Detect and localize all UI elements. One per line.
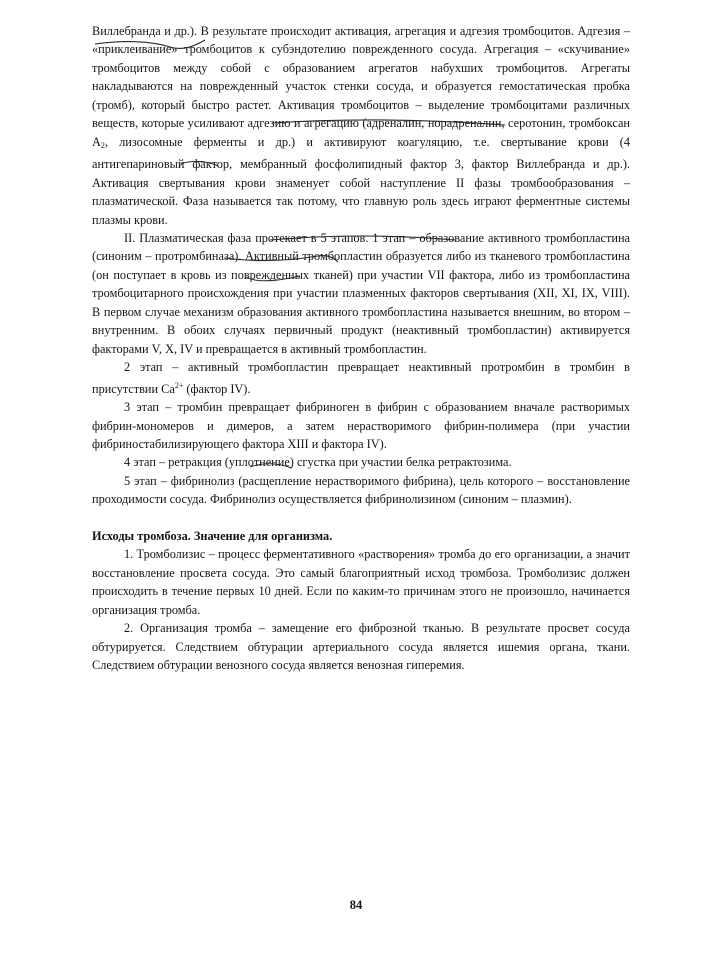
paragraph-1-text: Виллебранда и др.). В результате происходит активация, агрегация и адгезия тромбоцитов. Адгезия – «приклеивание» тромбоцитов к субэндотелию поврежденного сосуда. Агрегация – «скучивание» тромбоцитов между собой с образованием агрегатов набухших тромбоцитов. Агрегаты накладываются на поврежденный участок стенки сосуда, и образуется гемостатическая пробка (тромб), который быстро растет. Активация тромбоцитов – выделение тромбоцитами различных веществ, которые усиливают адгезию и агрегацию (адреналин, норадреналин, серотонин, тромбоксан А bbox=[92, 24, 630, 149]
paragraph-4: 3 этап – тромбин превращает фибриноген в фибрин с образованием вначале растворимых фибрин-мономеров и димеров, а затем нерастворимого фибрин-полимера (при участии фибриностабилизирующего фактора XIII и фактора IV). bbox=[92, 400, 630, 451]
paragraph-6: 5 этап – фибринолиз (расщепление нерастворимого фибрина), цель которого – восстановление проходимости сосуда. Фибринолиз осуществляется фибринолизином (синоним – плазмин). bbox=[92, 473, 630, 507]
thromboxane-subscript: 2 bbox=[100, 140, 105, 150]
paragraph-1-text-end: , лизосомные ферменты и др.) и активируют коагуляцию, т.е. свертывание крови (4 антигепариновый фактор, мембранный фосфолипидный фактор 3, фактор Виллебранда и др.). Активация свертывания крови знаменует собой наступление II фазы тромбообразования – плазматической. Фаза называется так потому, что главную роль здесь играют ферментные системы плазмы крови. bbox=[92, 134, 630, 227]
page-number: 84 bbox=[349, 898, 363, 912]
paragraph-8: 2. Организация тромба – замещение его фиброзной тканью. В результате просвет сосуда обтурируется. Следствием обтурации артериального сосуда является ишемия органа, ткани. Следствием обтурации венозного сосуда является венозная гиперемия. bbox=[92, 621, 630, 672]
section-heading: Исходы тромбоза. Значение для организма. bbox=[92, 528, 333, 543]
paragraph-7: 1. Тромболизис – процесс ферментативного «растворения» тромба до его организации, а значит восстановление просвета сосуда. Это самый благоприятный исход тромбоза. Тромболизис должен происходить в течение первых 10 дней. Если по каким-то причинам этого не произошло, начинается организация тромба. bbox=[92, 547, 630, 617]
paragraph-3-text: 2 этап – активный тромбопластин превращает неактивный протромбин в тромбин в присутствии Ca bbox=[92, 360, 630, 396]
paragraph-3 bbox=[92, 358, 630, 398]
paragraph-1 bbox=[92, 22, 630, 229]
page-text bbox=[92, 22, 630, 674]
paragraph-2: II. Плазматическая фаза протекает в 5 этапов. 1 этап – образование активного тромбопластина (синоним – протромбиназа). Активный тромбопластин образуется либо из тканевого тромбопластина (он поступает в кровь из поврежденных тканей) при участии VII фактора, либо из тромбопластина тромбоцитарного происхождения при участии плазменных факторов свертывания (XII, XI, IX, VIII). В первом случае механизм образования активного тромбопластина называется внешним, во втором – внутренним. В обоих случаях первичный продукт (неактивный тромбопластин) активируется факторами V, X, IV и превращается в активный тромбопластин. bbox=[92, 230, 630, 356]
calcium-superscript: 2+ bbox=[174, 380, 184, 390]
paragraph-5: 4 этап – ретракция (уплотнение) сгустка при участии белка ретрактозима. bbox=[124, 455, 512, 470]
paragraph-3-text-end: (фактор IV). bbox=[183, 381, 251, 396]
